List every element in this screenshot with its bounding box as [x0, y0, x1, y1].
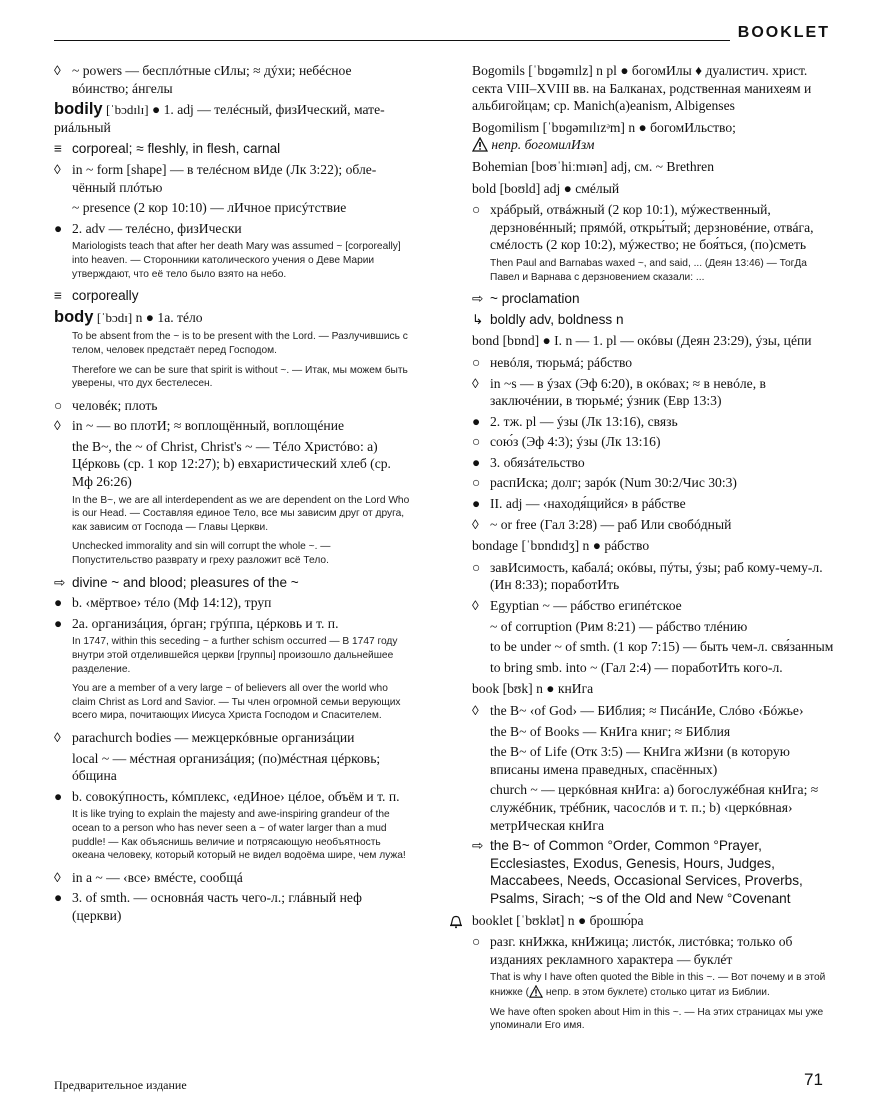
- sense: ○ невóля, тюрьмá; рáбство: [472, 354, 633, 370]
- sense: ● 2. adv — телéсно, физИчески: [54, 220, 242, 236]
- circle-icon: ○: [54, 397, 63, 413]
- warning-icon: [472, 137, 488, 152]
- derivative-arrow-icon: ↳: [472, 311, 484, 327]
- sense: ○ человéк; плоть: [54, 397, 158, 413]
- entry-bogomils: Bogomils [ˈbɒɡəmɪlz] n pl ● богомИлы ♦ дуалистич. христ. секта VIII–XVIII вв. на Балканах, родственная манихеям и альбигойцам; ср. Manich(a)eanism, Albigenses: [472, 63, 812, 114]
- pronunciation: [ˈbɔdɪlɪ]: [106, 102, 149, 118]
- bullet-icon: ●: [472, 496, 481, 512]
- circle-icon: ○: [472, 434, 481, 450]
- sense: ○ сою́з (Эф 4:3); ýзы (Лк 13:16): [472, 434, 661, 450]
- entry-line: local ~ — мéстная организáция; (по)мéстная цéрковь; óбщина: [72, 750, 381, 784]
- bullet-icon: ●: [472, 454, 481, 470]
- sense: ● b. ‹мёртвое› тéло (Мф 14:12), труп: [54, 595, 272, 611]
- entry-bondage: bondage [ˈbɒndɪdʒ] n ● рáбство: [472, 538, 650, 554]
- diamond-icon: ◊: [472, 516, 479, 532]
- circle-icon: ○: [472, 934, 481, 950]
- entry-line: to bring smb. into ~ (Гал 2:4) — поработИть кого-л.: [490, 659, 783, 675]
- arrow-right-icon: ⇨: [472, 291, 484, 307]
- header-rule: [54, 40, 730, 41]
- entry-line: ◊ in a ~ — ‹все› вмéсте, сообщá: [54, 869, 243, 885]
- entry-line: to be under ~ of smth. (1 кор 7:15) — быть чем-л. свя́занным: [490, 639, 834, 655]
- entry-line: ◊ ~ or free (Гал 3:28) — раб Или свобóдный: [472, 516, 732, 532]
- bullet-icon: ●: [54, 788, 63, 804]
- entry-body: body [ˈbɔdɪ] n ● 1a. тéло: [54, 307, 203, 326]
- derivatives: ↳ boldly adv, boldness n: [472, 311, 624, 327]
- entry-bogomilism: Bogomilism [ˈbɒɡəmɪlɪzᵊm] n ● богомИльство; непр. богомилИзм: [472, 119, 736, 153]
- pronunciation: [ˈbɔdɪ]: [96, 309, 133, 325]
- entry-line: ◊ the B~ ‹of God› — БИблия; ≈ ПисáнИе, Слóво ‹Бóжье›: [472, 703, 804, 718]
- example: We have often spoken about Him in this ~. — На этих страницах мы уже упоминали Его имя.: [490, 1006, 824, 1032]
- synonyms: ≡ corporeal; ≈ fleshly, in flesh, carnal: [54, 141, 281, 157]
- sense: ○ разг. кнИжка, кнИжица; листóк, листóвка; только об изданиях рекламного характера — буклéт: [472, 934, 793, 967]
- entry-line: ◊ in ~ — во плотИ; ≈ воплощённый, воплощéние: [54, 418, 345, 434]
- diamond-icon: ◊: [54, 161, 61, 177]
- bullet-icon: ●: [54, 615, 63, 631]
- arrow-right-icon: ⇨: [54, 574, 66, 590]
- diamond-icon: ◊: [472, 703, 479, 718]
- cross-reference: ⇨ ~ proclamation: [472, 291, 580, 307]
- sense: ● 3. of smth. — основнáя часть чего-л.; глáвный неф (церкви): [54, 890, 362, 923]
- bell-icon: [448, 913, 464, 929]
- diamond-icon: ◊: [54, 869, 61, 885]
- cross-reference: ⇨ the B~ of Common °Order, Common °Prayer, Ecclesiastes, Exodus, Genesis, Hours, Judges, Maccabees, Needs, Occasional Services, Proverbs, Psalms, Sirach; ~s of the Old and New °Covenant: [472, 838, 803, 906]
- example: That is why I have often quoted the Bible in this ~. — Вот почему и в этой книжке ( непр. в этом буклете) столько цитат из Библии.: [490, 972, 826, 998]
- circle-icon: ○: [472, 475, 481, 491]
- sense: ● 2. тж. pl — ýзы (Лк 13:16), связь: [472, 413, 678, 429]
- arrow-right-icon: ⇨: [472, 838, 484, 854]
- entry-line: ~ of corruption (Рим 8:21) — рáбство тлéнию: [490, 618, 748, 634]
- bullet-icon: ●: [54, 890, 63, 906]
- entry-line: ◊ in ~ form [shape] — в телéсном вИде (Лк 3:22); обле- чённый плóтью: [54, 161, 377, 195]
- cross-reference: ⇨ divine ~ and blood; pleasures of the ~: [54, 574, 299, 590]
- equivalence-icon: ≡: [54, 141, 62, 157]
- bullet-icon: ●: [472, 413, 481, 429]
- warning-icon: [529, 985, 543, 998]
- circle-icon: ○: [472, 559, 481, 575]
- entry-line: the B~, the ~ of Christ, Christ's ~ — Тéло Христóво: a) Цéрковь (ср. 1 кор 12:27); b) евхаристический хлеб (ср. Мф 26:26): [72, 438, 391, 490]
- sense: ● 3. обязáтельство: [472, 454, 585, 470]
- example: Mariologists teach that after her death Mary was assumed ~ [corporeally] into heaven. — Сторонники католического учения о Деве Марии утверждают, что её тело было взято на небо.: [72, 241, 401, 280]
- entry-line: ◊ ~ powers — бесплóтные сИлы; ≈ дýхи; небéсное вóинство; áнгелы: [54, 63, 352, 96]
- entry-line: the B~ of Life (Отк 3:5) — КнИга жИзни (в которую вписаны имена праведных, спасённых): [490, 744, 790, 777]
- sense: ● II. adj — ‹находя́щийся› в рáбстве: [472, 496, 686, 512]
- entry-line: ◊ parachurch bodies — межцеркóвные организáции: [54, 729, 355, 745]
- sense: ○ хрáбрый, отвáжный (2 кор 10:1), мýжественный, дерзновéнный; прямóй, откры́тый; дерзновéние, отвáга, смéлость (2 кор 10:2), мýжество; не боя́ться, (по)сметь: [472, 202, 814, 253]
- entry-line: ◊ in ~s — в ýзах (Эф 6:20), в окóвах; ≈ в невóле, в заключéнии, в тюрьмé; ýзник (Евр 13:3): [472, 375, 766, 409]
- example: Therefore we can be sure that spirit is without ~. — Итак, мы можем быть уверены, что дух бестелесен.: [72, 364, 408, 390]
- circle-icon: ○: [472, 354, 481, 370]
- bullet-icon: ●: [54, 220, 63, 236]
- page-number: 71: [804, 1070, 823, 1089]
- equivalence-icon: ≡: [54, 288, 62, 304]
- diamond-icon: ◊: [54, 729, 61, 745]
- example: In 1747, within this seceding ~ a further schism occurred — В 1747 году внутри этой отделившейся церкви [группы] произошло дальнейшее разделение.: [72, 636, 398, 675]
- running-header: [54, 22, 830, 44]
- example: To be absent from the ~ is to be present with the Lord. — Разлучившись с телом, человек предстаёт перед Господом.: [72, 331, 408, 356]
- bullet-icon: ●: [54, 595, 63, 611]
- sense: ● b. совокýпность, кóмплекс, ‹едИное› цéлое, объём и т. п.: [54, 788, 400, 804]
- example: You are a member of a very large ~ of believers all over the world who claim Christ as Lord and Savior. — Ты член огромной семьи верующих всего мира, почитающих Иисуса Христа Господом и Спасителем.: [72, 683, 401, 722]
- entry-bold: bold [boʊld] adj ● смéлый: [472, 180, 620, 196]
- diamond-icon: ◊: [472, 598, 479, 614]
- example: In the B~, we are all interdependent as we are dependent on the Lord Who is our Head. — Составляя единое Тело, все мы зависим друг от друга, как зависим от Господа — Главы Церкви.: [72, 494, 410, 533]
- entry-line: ◊ Egyptian ~ — рáбство египéтское: [472, 598, 682, 614]
- diamond-icon: ◊: [54, 63, 61, 78]
- edition-note: Предварительное издание: [54, 1078, 187, 1092]
- example: It is like trying to explain the majesty and awe-inspiring grandeur of the ocean to a person who has never seen a ~ of water larger than a mud puddle! — Как объяснишь величие и потрясающую необъятность океана человеку, который который не видел водоёма шире, чем лужа!: [72, 809, 406, 862]
- sense: ○ завИсимость, кабалá; окóвы, пýты, ýзы; раб кому-чему-л. (Ин 8:33); поработИть: [472, 559, 823, 593]
- example: Then Paul and Barnabas waxed ~, and said, ... (Деян 13:46) — ТогДа Павел и Варнава с дерзновением сказали: ...: [490, 257, 807, 283]
- entry-bond: bond [bɒnd] ● I. n — 1. pl — окóвы (Деян 23:29), ýзы, цéпи: [472, 333, 812, 349]
- diamond-icon: ◊: [472, 375, 479, 391]
- synonyms: ≡ corporeally: [54, 288, 139, 304]
- entry-line: the B~ of Books — КнИга книг; ≈ БИблия: [490, 723, 731, 739]
- entry-book: book [bʊk] n ● кнИга: [472, 681, 594, 697]
- entry-bohemian: Bohemian [boʊˈhiːmɪən] adj, см. ~ Brethren: [472, 158, 714, 174]
- left-column: [54, 62, 410, 928]
- headword: bodily: [54, 100, 103, 119]
- entry-line: church ~ — церкóвная кнИга: a) богослужéбная кнИга; ≈ служéбник, трéбник, часослóв и т. п.; b) ‹церкóвная› метрИческая кнИга: [490, 782, 819, 833]
- headword: body: [54, 307, 94, 326]
- diamond-icon: ◊: [54, 418, 61, 434]
- entry-booklet: booklet [ˈbʊklət] n ● брошю́ра: [472, 912, 838, 930]
- entry-line: ~ presence (2 кор 10:10) — лИчное присýтствие: [72, 200, 347, 216]
- header-title: BOOKLET: [737, 24, 830, 41]
- sense: ○ распИска; долг; зарóк (Num 30:2/Чис 30:3): [472, 475, 737, 491]
- example: Unchecked immorality and sin will corrupt the whole ~. — Попустительство разврату и греху разложит всё Тело.: [72, 541, 331, 567]
- right-column: [472, 62, 838, 1039]
- sense: ● 2a. организáция, óрган; грýппа, цéрковь и т. п.: [54, 615, 339, 631]
- circle-icon: ○: [472, 202, 481, 218]
- entry-bodily: bodily [ˈbɔdɪlɪ] ● 1. adj — телéсный, физИческий, мате- риáльный: [54, 100, 385, 135]
